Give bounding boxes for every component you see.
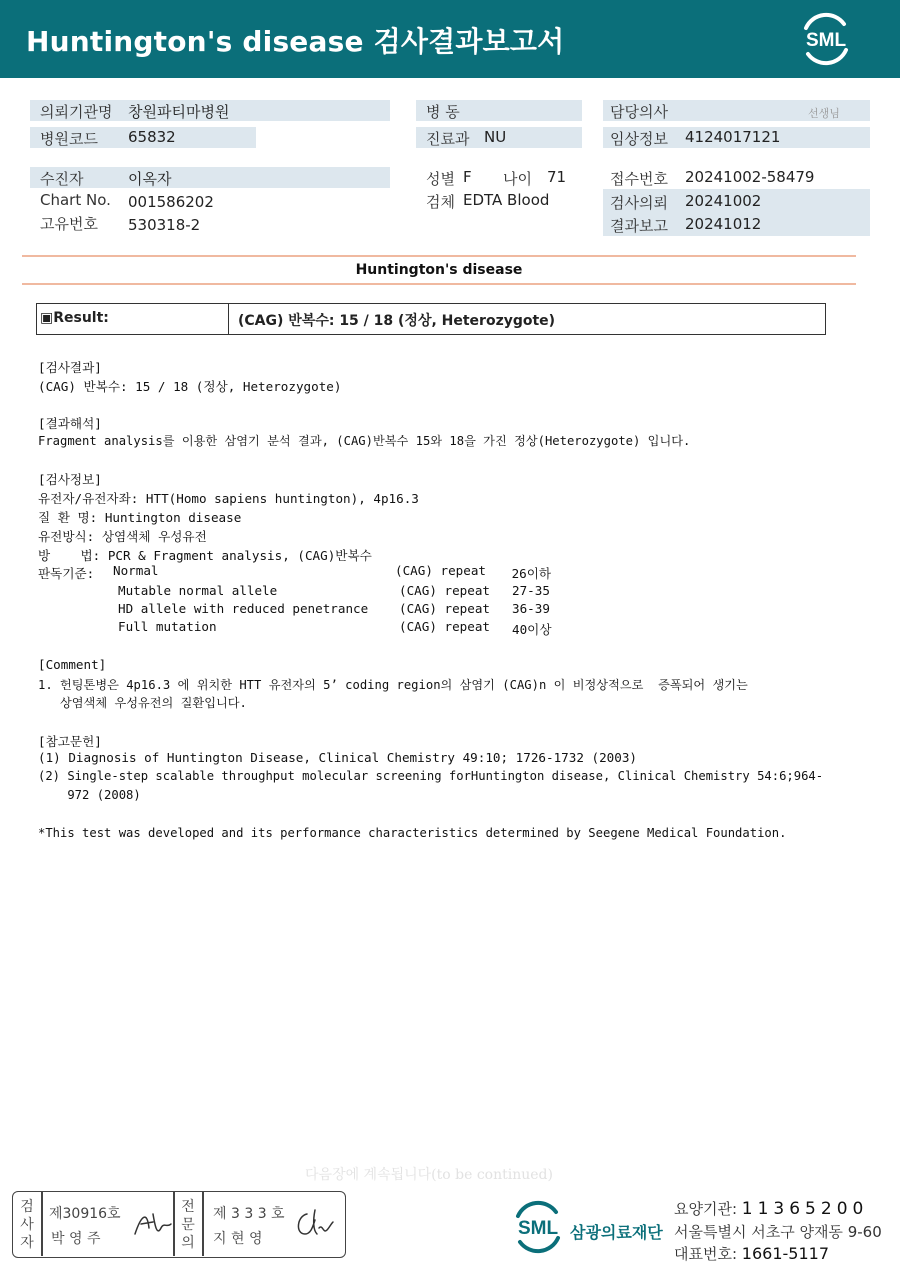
criteria-range: 40이상 bbox=[512, 622, 552, 637]
chart-label: Chart No. bbox=[40, 191, 111, 209]
phone: 대표번호: 1661-5117 bbox=[674, 1244, 830, 1263]
criteria-repeat: (CAG) repeat bbox=[399, 601, 490, 616]
gene-line: 유전자/유전자좌: HTT(Homo sapiens huntington), 4p16.3 bbox=[38, 491, 419, 506]
ref-2b: 972 (2008) bbox=[38, 788, 141, 802]
interp-heading: [결과해석] bbox=[38, 416, 102, 431]
specialist-no: 제 3 3 3 호 bbox=[213, 1206, 285, 1222]
title-rule-top bbox=[22, 255, 856, 257]
foundation-logo-text: SML bbox=[517, 1218, 559, 1239]
receipt-value: 20241002-58479 bbox=[685, 168, 815, 186]
interp-text: Fragment analysis를 이용한 삼염기 분석 결과, (CAG)반복수 15와 18을 가진 정상(Heterozygote) 입니다. bbox=[38, 434, 691, 448]
divider bbox=[202, 1192, 204, 1256]
id-label: 고유번호 bbox=[40, 215, 98, 233]
examiner-label: 검 사 자 bbox=[20, 1199, 34, 1251]
criteria-prefix: 판독기준: bbox=[38, 566, 95, 581]
comment-heading: [Comment] bbox=[38, 657, 107, 672]
examiner-signature bbox=[131, 1206, 175, 1240]
patient-chip bbox=[30, 167, 390, 188]
result-text: (CAG) 반복수: 15 / 18 (정상, Heterozygote) bbox=[38, 379, 342, 394]
report-title: Huntington's disease 검사결과보고서 bbox=[26, 25, 565, 58]
result-label: ▣Result: bbox=[37, 304, 229, 334]
patient-label: 수진자 bbox=[40, 170, 84, 188]
chart-value: 001586202 bbox=[128, 193, 214, 211]
doctor-suffix: 선생님 bbox=[808, 107, 840, 120]
specimen-value: EDTA Blood bbox=[463, 191, 550, 209]
section-title: Huntington's disease bbox=[355, 262, 523, 278]
foundation-name: 삼광의료재단 bbox=[570, 1223, 663, 1242]
examiner-no: 제30916호 bbox=[49, 1206, 121, 1222]
institution-label: 의뢰기관명 bbox=[40, 103, 113, 121]
divider bbox=[41, 1192, 43, 1256]
criteria-repeat: (CAG) repeat bbox=[399, 583, 490, 598]
institution-value: 창원파티마병원 bbox=[128, 103, 230, 121]
department-value: NU bbox=[484, 128, 507, 146]
ref-heading: [참고문헌] bbox=[38, 734, 102, 749]
clinical-label: 임상정보 bbox=[610, 130, 668, 148]
ward-label: 병 동 bbox=[426, 103, 460, 121]
criteria-name: Mutable normal allele bbox=[118, 583, 278, 598]
sml-logo-text: SML bbox=[805, 30, 847, 51]
report-label: 결과보고 bbox=[610, 217, 668, 235]
specialist-signature bbox=[293, 1206, 335, 1240]
request-value: 20241002 bbox=[685, 192, 762, 210]
result-heading: [검사결과] bbox=[38, 360, 102, 375]
facility-code: 요양기관: 11365200 bbox=[674, 1199, 869, 1219]
criteria-range: 26이하 bbox=[504, 566, 552, 581]
criteria-range: 36-39 bbox=[512, 601, 550, 616]
info-heading: [검사정보] bbox=[38, 472, 102, 487]
result-box bbox=[36, 303, 826, 335]
continued-watermark: 다음장에 계속됩니다(to be continued) bbox=[305, 1167, 553, 1183]
specimen-label: 검체 bbox=[426, 193, 455, 211]
comment-line-2: 상염색체 우성유전의 질환입니다. bbox=[38, 696, 247, 710]
request-label: 검사의뢰 bbox=[610, 194, 668, 212]
address: 서울특별시 서초구 양재동 9-60 bbox=[674, 1223, 882, 1241]
hospital-code-value: 65832 bbox=[128, 128, 176, 146]
criteria-name: HD allele with reduced penetrance bbox=[118, 601, 369, 616]
criteria-name: Full mutation bbox=[118, 619, 217, 634]
age-label: 나이 bbox=[503, 170, 532, 188]
divider bbox=[173, 1192, 175, 1256]
report-header bbox=[0, 0, 900, 78]
ref-1: (1) Diagnosis of Huntington Disease, Clinical Chemistry 49:10; 1726-1732 (2003) bbox=[38, 750, 637, 765]
result-value: (CAG) 반복수: 15 / 18 (정상, Heterozygote) bbox=[238, 313, 556, 329]
age-value: 71 bbox=[547, 168, 567, 186]
disclaimer: *This test was developed and its performance characteristics determined by Seegene Medical Foundation. bbox=[38, 826, 787, 840]
foundation-logo bbox=[508, 1198, 568, 1256]
inherit-line: 유전방식: 상염색체 우성유전 bbox=[38, 529, 207, 544]
clinical-value: 4124017121 bbox=[685, 128, 781, 146]
specialist-name: 지 현 영 bbox=[213, 1231, 263, 1247]
id-value: 530318-2 bbox=[128, 216, 201, 234]
sex-value: F bbox=[463, 168, 472, 186]
sex-label: 성별 bbox=[426, 170, 455, 188]
hospital-code-label: 병원코드 bbox=[40, 130, 98, 148]
report-value: 20241012 bbox=[685, 215, 762, 233]
department-label: 진료과 bbox=[426, 130, 470, 148]
specialist-label: 전 문 의 bbox=[181, 1199, 195, 1251]
doctor-label: 담당의사 bbox=[610, 103, 668, 121]
examiner-name: 박 영 주 bbox=[51, 1231, 101, 1247]
signature-box bbox=[12, 1191, 346, 1258]
disease-line: 질 환 명: Huntington disease bbox=[38, 510, 242, 525]
criteria-repeat: (CAG) repeat bbox=[395, 563, 486, 578]
method-line: 방 법: PCR & Fragment analysis, (CAG)반복수 bbox=[38, 548, 372, 563]
sml-logo bbox=[796, 10, 856, 68]
criteria-repeat: (CAG) repeat bbox=[399, 619, 490, 634]
title-rule-bottom bbox=[22, 283, 856, 285]
criteria-range: 27-35 bbox=[512, 583, 550, 598]
patient-value: 이옥자 bbox=[128, 170, 172, 188]
ref-2a: (2) Single-step scalable throughput molecular screening forHuntington disease, Clinical Chemistry 54:6;964- bbox=[38, 769, 824, 783]
criteria-name: Normal bbox=[113, 563, 159, 578]
comment-line-1: 1. 헌팅톤병은 4p16.3 에 위치한 HTT 유전자의 5’ coding region의 삼염기 (CAG)n 이 비정상적으로 증폭되어 생기는 bbox=[38, 678, 748, 692]
receipt-label: 접수번호 bbox=[610, 170, 668, 188]
